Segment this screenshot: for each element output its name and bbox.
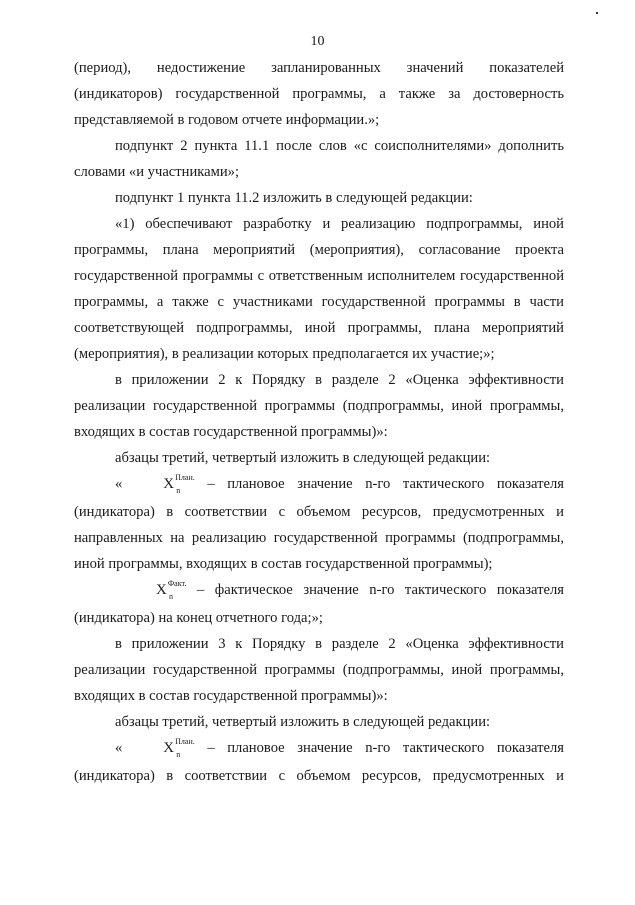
paragraph-1: (период), недостижение запланированных значений показателей (индикаторов) государственной программы, а также за достоверность представляемой в годовом отчете информации.»; (74, 60, 564, 128)
paragraph-3: подпункт 1 пункта 11.2 изложить в следующей редакции: (115, 190, 473, 206)
paragraph-4: «1) обеспечивают разработку и реализацию подпрограммы, иной программы, плана мероприятий (мероприятия), согласование проекта государственной программы с ответственным исполнителем государственной программы, а также с участниками государственной программы в части соответствующей подпрограммы, иной программы, плана мероприятий (мероприятия), в реализации которых предполагается их участие;»; (74, 216, 564, 362)
paragraph-8-text: – фактическое значение n-го тактического показателя (индикатора) на конец отчетного года;»; (74, 582, 564, 626)
subscript-n: n (176, 486, 181, 495)
scan-speck (596, 12, 598, 14)
x-plan-symbol (122, 735, 194, 763)
x-fact-symbol (115, 577, 186, 605)
paragraph-2: подпункт 2 пункта 11.1 после слов «с соисполнителями» дополнить словами «и участниками»; (74, 138, 564, 180)
document-body (74, 55, 564, 789)
x-letter: X (156, 582, 167, 598)
paragraph-8 (74, 577, 564, 631)
x-letter: X (163, 476, 175, 492)
x-plan-symbol (122, 471, 194, 499)
paragraph-7 (74, 471, 564, 577)
paragraph-5: в приложении 2 к Порядку в разделе 2 «Оценка эффективности реализации государственной программы (подпрограммы, иной программы, входящих в состав государственной программы)»: (74, 372, 564, 440)
open-quote: « (115, 476, 123, 492)
subscript-n: n (169, 592, 173, 601)
page-number: 10 (310, 34, 325, 49)
paragraph-6: абзацы третий, четвертый изложить в следующей редакции: (115, 450, 491, 466)
superscript-plan: План. (175, 737, 195, 746)
paragraph-11 (74, 735, 564, 789)
subscript-n: n (176, 750, 181, 759)
open-quote: « (115, 740, 123, 756)
paragraph-7-text: – плановое значение n-го тактического показателя (индикатора) в соответствии с объемом ресурсов, предусмотренных и направленных на реализацию государственной программы (подпрограммы, иной программы, входящих в состав государственной программы); (74, 476, 564, 572)
superscript-fact: Факт. (167, 579, 187, 588)
x-letter: X (163, 740, 175, 756)
paragraph-10: абзацы третий, четвертый изложить в следующей редакции: (115, 714, 491, 730)
paragraph-9: в приложении 3 к Порядку в разделе 2 «Оценка эффективности реализации государственной программы (подпрограммы, иной программы, входящих в состав государственной программы)»: (74, 636, 564, 704)
paragraph-11-text: – плановое значение n-го тактического показателя (индикатора) в соответствии с объемом ресурсов, предусмотренных и (74, 740, 564, 784)
superscript-plan: План. (175, 473, 195, 482)
